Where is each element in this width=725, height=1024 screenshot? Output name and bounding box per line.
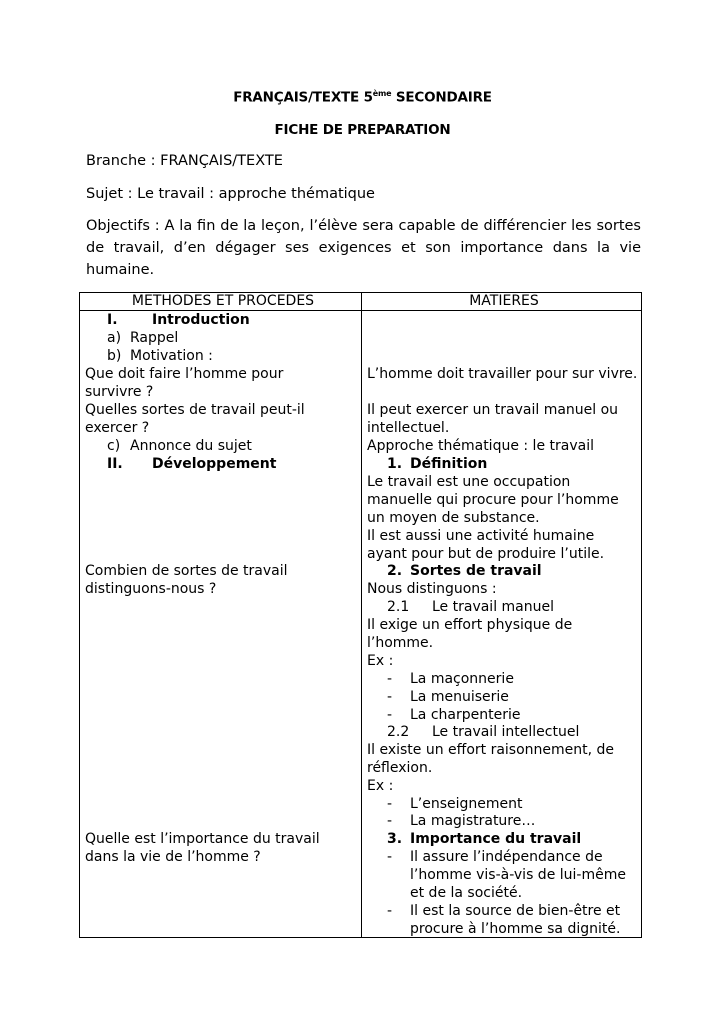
matter-text: intellectuel. <box>367 420 450 436</box>
column-header-methods: METHODES ET PROCEDES <box>80 293 362 311</box>
matter-text: Nous distinguons : <box>367 581 497 597</box>
matter-text: L’homme doit travailler pour sur vivre. <box>367 366 638 382</box>
branche-line: Branche : FRANÇAIS/TEXTE <box>86 153 283 169</box>
section-heading: Importance du travail <box>410 831 582 847</box>
bullet-dash: - <box>387 849 393 865</box>
subsection-number: 2.2 <box>387 724 410 740</box>
matter-text: Il existe un effort raisonnement, de <box>367 742 615 758</box>
bullet-dash: - <box>387 813 393 829</box>
section-heading: Développement <box>152 456 277 472</box>
column-header-matters: MATIERES <box>362 293 642 311</box>
list-item: l’homme vis-à-vis de lui-même <box>410 867 626 883</box>
section-number: I. <box>107 312 118 328</box>
section-number: 2. <box>387 563 403 579</box>
table-header-row <box>80 293 642 311</box>
list-item: La magistrature… <box>410 813 536 829</box>
section-number: 1. <box>387 456 403 472</box>
list-marker: a) <box>107 330 122 346</box>
objectives-paragraph: Objectifs : A la fin de la leçon, l’élève sera capable de différencier les sortes de travail, d’en dégager ses exigences et son importance dans la vie humaine. <box>86 218 641 278</box>
section-number: 3. <box>387 831 403 847</box>
matter-text: réflexion. <box>367 760 433 776</box>
question-text: Combien de sortes de travail <box>85 563 288 579</box>
list-item: Rappel <box>130 330 179 346</box>
subsection-heading: Le travail manuel <box>432 599 555 615</box>
list-item: procure à l’homme sa dignité. <box>410 921 621 937</box>
list-item: La menuiserie <box>410 689 509 705</box>
list-item: La maçonnerie <box>410 671 514 687</box>
list-item: Il assure l’indépendance de <box>410 849 603 865</box>
bullet-dash: - <box>387 689 393 705</box>
matters-cell <box>362 311 642 938</box>
table-row <box>80 311 642 938</box>
list-item: Il est la source de bien-être et <box>410 903 621 919</box>
bullet-dash: - <box>387 796 393 812</box>
matter-text: manuelle qui procure pour l’homme <box>367 492 619 508</box>
matter-text: Ex : <box>367 778 394 794</box>
matter-text: l’homme. <box>367 635 434 651</box>
list-marker: b) <box>107 348 122 364</box>
question-text: distinguons-nous ? <box>85 581 217 597</box>
section-heading: Définition <box>410 456 488 472</box>
matter-text: un moyen de substance. <box>367 510 540 526</box>
bullet-dash: - <box>387 903 393 919</box>
matter-text: Ex : <box>367 653 394 669</box>
subsection-number: 2.1 <box>387 599 410 615</box>
matter-text: Il exige un effort physique de <box>367 617 573 633</box>
matter-text: Le travail est une occupation <box>367 474 571 490</box>
list-item: Motivation : <box>130 348 213 364</box>
section-heading: Introduction <box>152 312 250 328</box>
question-text: Quelle est l’importance du travail <box>85 831 320 847</box>
matter-text: Il est aussi une activité humaine <box>367 528 595 544</box>
list-item: Annonce du sujet <box>130 438 252 454</box>
sujet-line: Sujet : Le travail : approche thématique <box>86 186 375 202</box>
question-text: Quelles sortes de travail peut-il <box>85 402 305 418</box>
methods-cell <box>80 311 362 938</box>
list-item: L’enseignement <box>410 796 523 812</box>
bullet-dash: - <box>387 707 393 723</box>
document-title: FRANÇAIS/TEXTE 5ème SECONDAIRE <box>233 89 492 106</box>
question-text: survivre ? <box>85 384 154 400</box>
bullet-dash: - <box>387 671 393 687</box>
matter-text: Approche thématique : le travail <box>367 438 594 454</box>
list-item: et de la société. <box>410 885 523 901</box>
matter-text: Il peut exercer un travail manuel ou <box>367 402 619 418</box>
subsection-heading: Le travail intellectuel <box>432 724 580 740</box>
preparation-table <box>79 292 642 938</box>
list-item: La charpenterie <box>410 707 521 723</box>
matter-text: ayant pour but de produire l’utile. <box>367 546 605 562</box>
section-number: II. <box>107 456 123 472</box>
question-text: exercer ? <box>85 420 150 436</box>
question-text: dans la vie de l’homme ? <box>85 849 261 865</box>
list-marker: c) <box>107 438 121 454</box>
document-subtitle: FICHE DE PREPARATION <box>274 122 451 138</box>
question-text: Que doit faire l’homme pour <box>85 366 284 382</box>
section-heading: Sortes de travail <box>410 563 542 579</box>
